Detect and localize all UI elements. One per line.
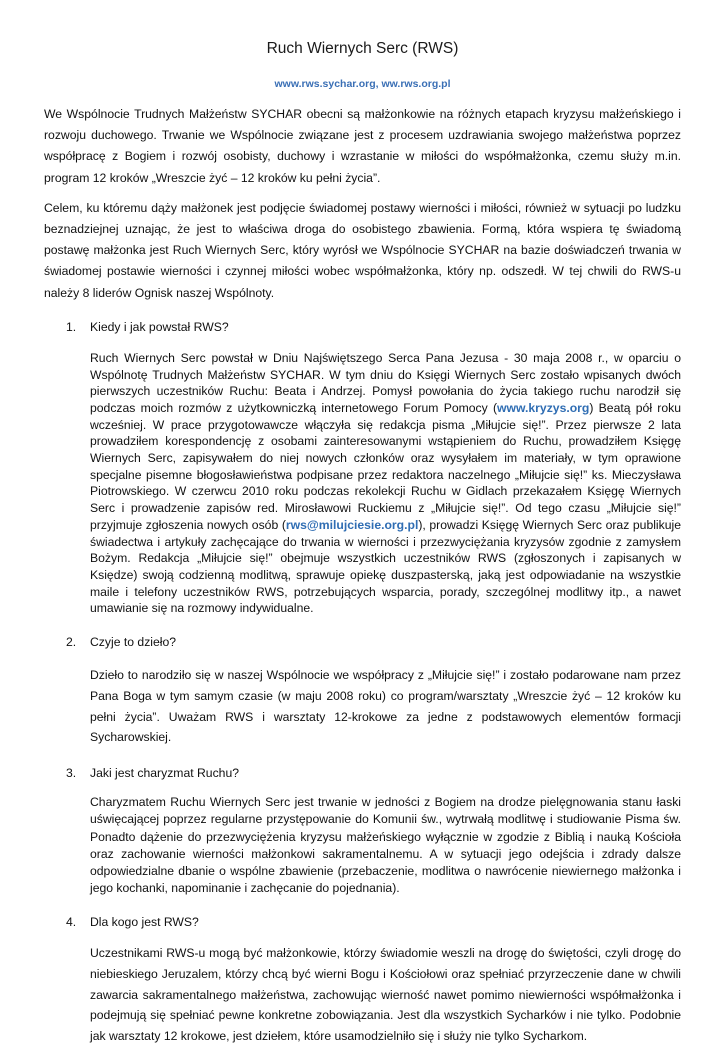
answer-text: Ruch Wiernych Serc powstał w Dniu Najświętszego Serca Pana Jezusa - 30 maja 2008 r., w oparciu o Wspólnotę Trudnych Małżeństw SYCHAR. W tym dniu do Księgi Wiernych Serc zostało wpisanych dwóch pierwszych uczestników Ruchu: Beata i Andrzej. Pomysł powołania do życia takiego ruchu narodził się podczas moich rozmów z użytkowniczką internetowego Forum Pomocy ( [90, 350, 681, 415]
answer-1 [90, 350, 681, 617]
question-text: Jaki jest charyzmat Ruchu? [90, 766, 240, 781]
question-3 [44, 764, 681, 782]
page-title: Ruch Wiernych Serc (RWS) [266, 40, 459, 57]
question-number: 1. [66, 319, 77, 334]
question-2 [44, 633, 681, 651]
answer-text: ) Beatą pół roku wcześniej. W prace przygotowawcze włączyła się redakcja pisma „Miłujcie się!”. Przez pierwsze 2 lata prowadziłem korespondencję z osobami zainteresowanymi wstąpieniem do Ruchu, prowadziłem Księgę Wiernych Serc, zapisywałem do niej nowych członków oraz wysyłałem im materiały, w tym oprawione specjalne pisemne błogosławieństwa podpisane przez redaktora naczelnego „Miłujcie się!” ks. Mieczysława Piotrowskiego. W czerwcu 2010 roku podczas rekolekcji Ruchu w Gidlach przekazałem Księgę Wiernych Serc i prowadzenie zapisów red. Mirosławowi Ruckiemu z „Miłujcie się!”. Od tego czasu „Miłujcie się!” przyjmuje zgłoszenia nowych osób ( [90, 400, 681, 532]
email-link[interactable]: rws@milujciesie.org.pl [285, 517, 419, 532]
question-text: Czyje to dzieło? [90, 635, 177, 650]
answer-text: ), prowadzi Księgę Wiernych Serc oraz publikuje świadectwa i artykuły zachęcające do trwania w wierności i przezwyciężania kryzysów zgodnie z zamysłem Bożym. Redakcja „Miłujcie się!” obejmuje wszystkich uczestników RWS (zgłoszonych i zapisanych w Księdze) swoją codzienną modlitwą, sprawuje opiekę duszpasterską, jaką jest odpowiadanie na wszystkie maile i telefony uczestników RWS, potrzebujących wsparcia, porady, szczególnej modlitwy itp., a nawet umawianie się na rozmowy indywidualne. [90, 517, 682, 616]
answer-2: Dzieło to narodziło się w naszej Wspólnocie we współpracy z „Miłujcie się!” i zostało podarowane nam przez Pana Boga w tym samym czasie (w maju 2008 roku) co program/warsztaty „Wreszcie żyć – 12 kroków ku pełni życia”. Uważam RWS i warsztaty 12-krokowe za jedne z podstawowych elementów formacji Sycharowskiej. [90, 668, 681, 745]
kryzys-link[interactable]: www.kryzys.org [497, 400, 590, 415]
intro-paragraph-1: We Wspólnocie Trudnych Małżeństw SYCHAR obecni są małżonkowie na różnych etapach kryzysu małżeńskiego i rozwoju duchowego. Trwanie we Wspólnocie związane jest z procesem uzdrawiania swojego małżeństwa poprzez współpracę z Bogiem i rozwój osobisty, duchowy i wzrastanie w miłości do współmałżonka, czemu służy m.in. program 12 kroków „Wreszcie żyć – 12 kroków ku pełni życia”. [44, 107, 681, 185]
question-text: Kiedy i jak powstał RWS? [90, 319, 229, 334]
document-body [44, 104, 681, 1046]
intro-paragraph-2: Celem, ku któremu dąży małżonek jest podjęcie świadomej postawy wierności i miłości, również w sytuacji po ludzku beznadziejnej uznając, że jest to właściwa droga do osobistego zbawienia. Formą, która wspiera tę świadomą postawę małżonka jest Ruch Wiernych Serc, który wyrósł we Wspólnocie SYCHAR na bazie doświadczeń trwania w świadomej postawie wierności i czynnej miłości wobec współmałżonka, który np. odszedł. W tej chwili do RWS-u należy 8 liderów Ognisk naszej Wspólnoty. [44, 200, 681, 300]
question-number: 2. [66, 635, 77, 650]
question-1 [44, 318, 681, 336]
question-number: 4. [66, 915, 77, 930]
answer-3: Charyzmatem Ruchu Wiernych Serc jest trwanie w jedności z Bogiem na drodze pielęgnowania stanu łaski uświęcającej poprzez regularne przystępowanie do Komunii św., wytrwałą modlitwę i studiowanie Pisma św. Ponadto dążenie do przezwyciężenia kryzysu małżeńskiego wyłącznie w zgodzie z Biblią i nauką Kościoła oraz zachowanie wierności małżonkowi sakramentalnemu. A w sytuacji jego odejścia i zdrady dalsze odpowiedzialne dbanie o wspólne zbawienie (przebaczenie, modlitwa o nawrócenie niewiernego małżonka i jego kochanki, napominanie i zachęcanie do pojednania). [90, 795, 681, 896]
header-links[interactable]: www.rws.sychar.org, ww.rws.org.pl [274, 78, 451, 90]
question-number: 3. [66, 766, 77, 781]
question-4 [44, 913, 681, 931]
answer-4: Uczestnikami RWS-u mogą być małżonkowie, którzy świadomie weszli na drogę do świętości, czyli drogę do niebieskiego Jeruzalem, którzy chcą być wierni Bogu i Kościołowi oraz spełniać przyrzeczenie dane w chwili zawarcia sakramentalnego małżeństwa, zachowując wierność nawet pomimo niewierności współmałżonka i podejmują się spełniać pewne konkretne zobowiązania. Jest dla wszystkich Sycharków i nie tylko. Podobnie jak warsztaty 12 krokowe, jest dziełem, które usamodzielniło się i służy nie tylko Sycharkom. [90, 946, 681, 1043]
question-text: Dla kogo jest RWS? [90, 915, 199, 930]
